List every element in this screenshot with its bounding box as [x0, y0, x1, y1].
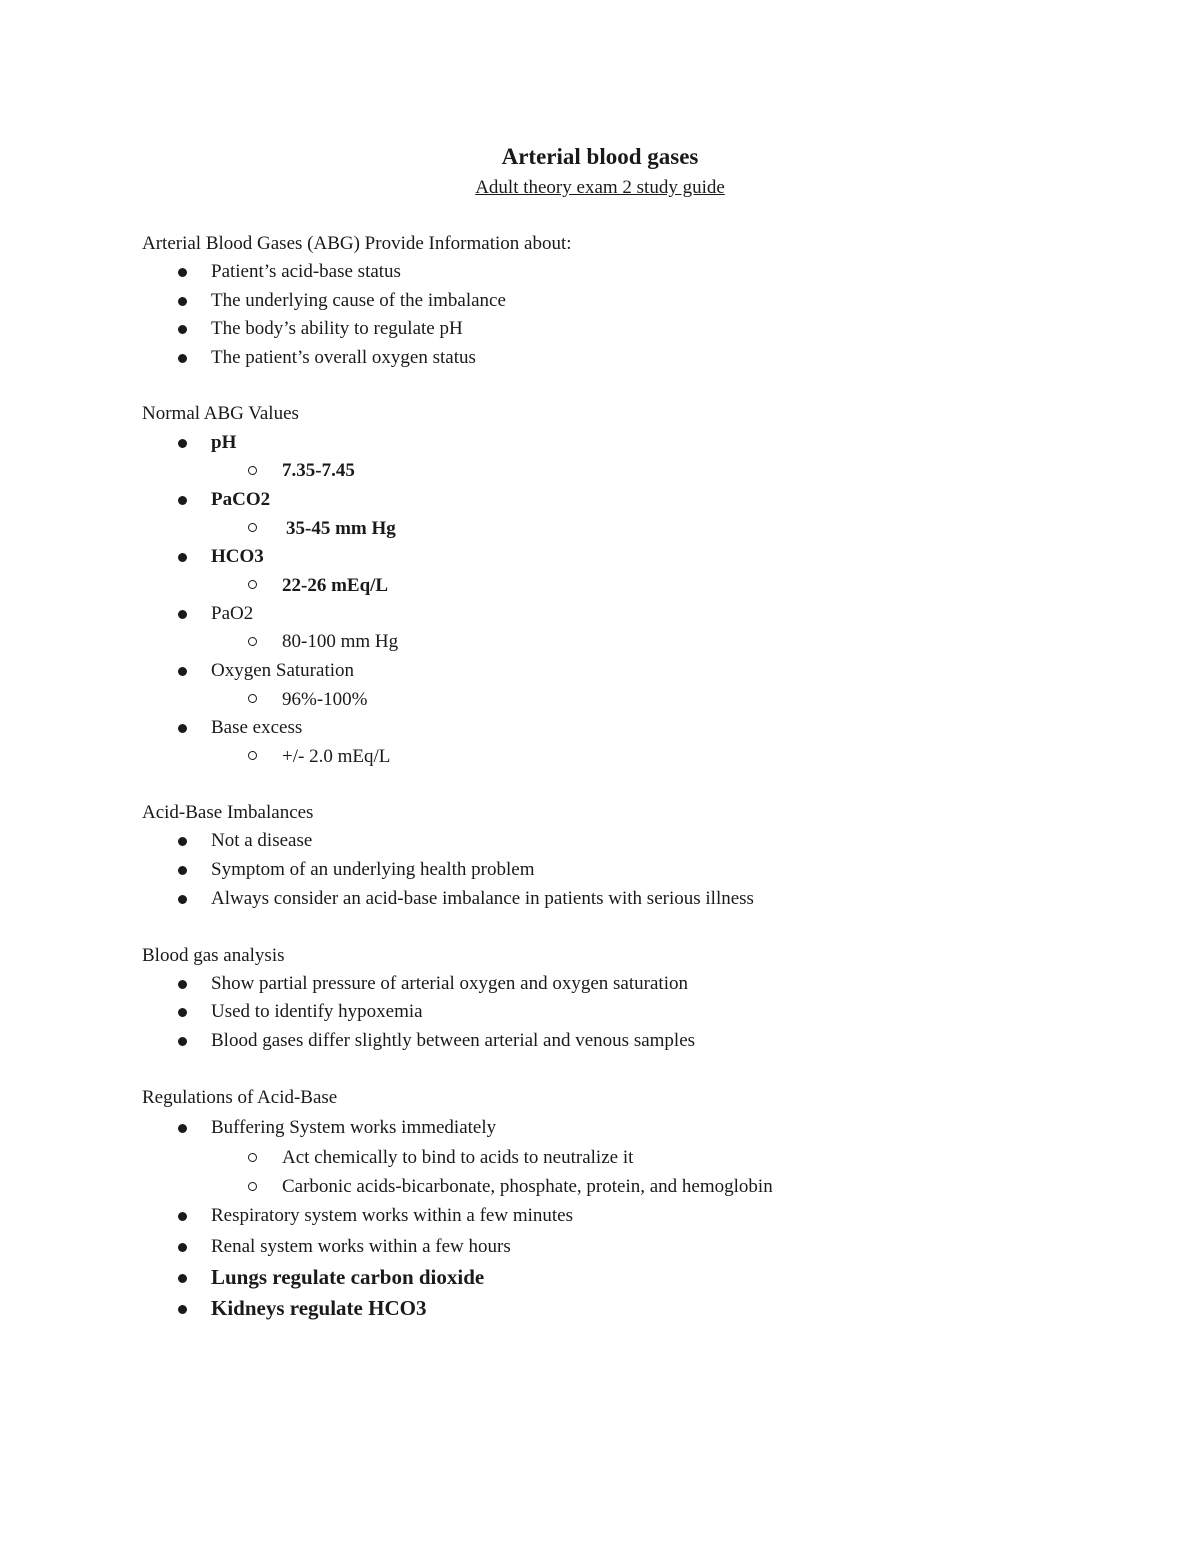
- bullet-icon: [178, 1274, 187, 1283]
- bullet-icon: [178, 268, 187, 277]
- list-item: The body’s ability to regulate pH: [211, 318, 463, 339]
- list-item: Respiratory system works within a few minutes: [211, 1205, 574, 1226]
- bullet-icon: [178, 724, 187, 733]
- bullet-icon: [178, 866, 187, 875]
- list-item: Always consider an acid-base imbalance in patients with serious illness: [211, 888, 754, 909]
- sub-list-item: Act chemically to bind to acids to neutralize it: [282, 1147, 634, 1168]
- bullet-icon: [178, 895, 187, 904]
- normal-value-label: Oxygen Saturation: [211, 660, 355, 681]
- normal-value: 80-100 mm Hg: [282, 631, 399, 652]
- normal-value: 22-26 mEq/L: [282, 575, 389, 596]
- normal-value: 96%-100%: [282, 689, 368, 710]
- section-heading-regulations: Regulations of Acid-Base: [142, 1087, 338, 1108]
- bullet-icon: [178, 1037, 187, 1046]
- sub-bullet-icon: [248, 1153, 257, 1162]
- bullet-icon: [178, 837, 187, 846]
- page-title: Arterial blood gases: [501, 144, 699, 169]
- bullet-icon: [178, 610, 187, 619]
- list-item: The underlying cause of the imbalance: [211, 290, 506, 311]
- bullet-icon: [178, 553, 187, 562]
- normal-value-label: PaCO2: [211, 489, 271, 510]
- normal-value: +/- 2.0 mEq/L: [282, 746, 391, 767]
- sub-bullet-icon: [248, 694, 257, 703]
- list-item: Buffering System works immediately: [211, 1117, 497, 1138]
- bullet-icon: [178, 439, 187, 448]
- sub-bullet-icon: [248, 523, 257, 532]
- page-subtitle: Adult theory exam 2 study guide: [475, 177, 725, 198]
- bullet-icon: [178, 1243, 187, 1252]
- bullet-icon: [178, 1212, 187, 1221]
- sub-bullet-icon: [248, 751, 257, 760]
- sub-bullet-icon: [248, 580, 257, 589]
- list-item: Used to identify hypoxemia: [211, 1001, 423, 1022]
- normal-value-label: pH: [211, 432, 237, 453]
- bullet-icon: [178, 325, 187, 334]
- section-heading-imbalances: Acid-Base Imbalances: [142, 802, 314, 823]
- normal-value-label: Base excess: [211, 717, 303, 738]
- section-heading-abg-info: Arterial Blood Gases (ABG) Provide Information about:: [142, 233, 572, 254]
- normal-value-label: PaO2: [211, 603, 254, 624]
- bullet-icon: [178, 1124, 187, 1133]
- list-item: Not a disease: [211, 830, 313, 851]
- list-item: Symptom of an underlying health problem: [211, 859, 535, 880]
- bullet-icon: [178, 354, 187, 363]
- sub-list-item: Carbonic acids-bicarbonate, phosphate, protein, and hemoglobin: [282, 1176, 773, 1197]
- list-item-bold: Lungs regulate carbon dioxide: [211, 1265, 485, 1289]
- bullet-icon: [178, 1008, 187, 1017]
- normal-value-label: HCO3: [211, 546, 264, 567]
- bullet-icon: [178, 496, 187, 505]
- bullet-icon: [178, 980, 187, 989]
- section-heading-blood-gas: Blood gas analysis: [142, 945, 285, 966]
- bullet-icon: [178, 1305, 187, 1314]
- list-item: Renal system works within a few hours: [211, 1236, 511, 1257]
- list-item: Patient’s acid-base status: [211, 261, 401, 282]
- list-item-bold: Kidneys regulate HCO3: [211, 1296, 427, 1320]
- bullet-icon: [178, 667, 187, 676]
- sub-bullet-icon: [248, 466, 257, 475]
- list-item: The patient’s overall oxygen status: [211, 347, 476, 368]
- list-item: Show partial pressure of arterial oxygen and oxygen saturation: [211, 973, 688, 994]
- bullet-icon: [178, 297, 187, 306]
- list-item: Blood gases differ slightly between arterial and venous samples: [211, 1030, 696, 1051]
- sub-bullet-icon: [248, 637, 257, 646]
- normal-value: 35-45 mm Hg: [286, 518, 396, 539]
- section-heading-normal-values: Normal ABG Values: [142, 403, 299, 424]
- normal-value: 7.35-7.45: [282, 460, 355, 481]
- sub-bullet-icon: [248, 1182, 257, 1191]
